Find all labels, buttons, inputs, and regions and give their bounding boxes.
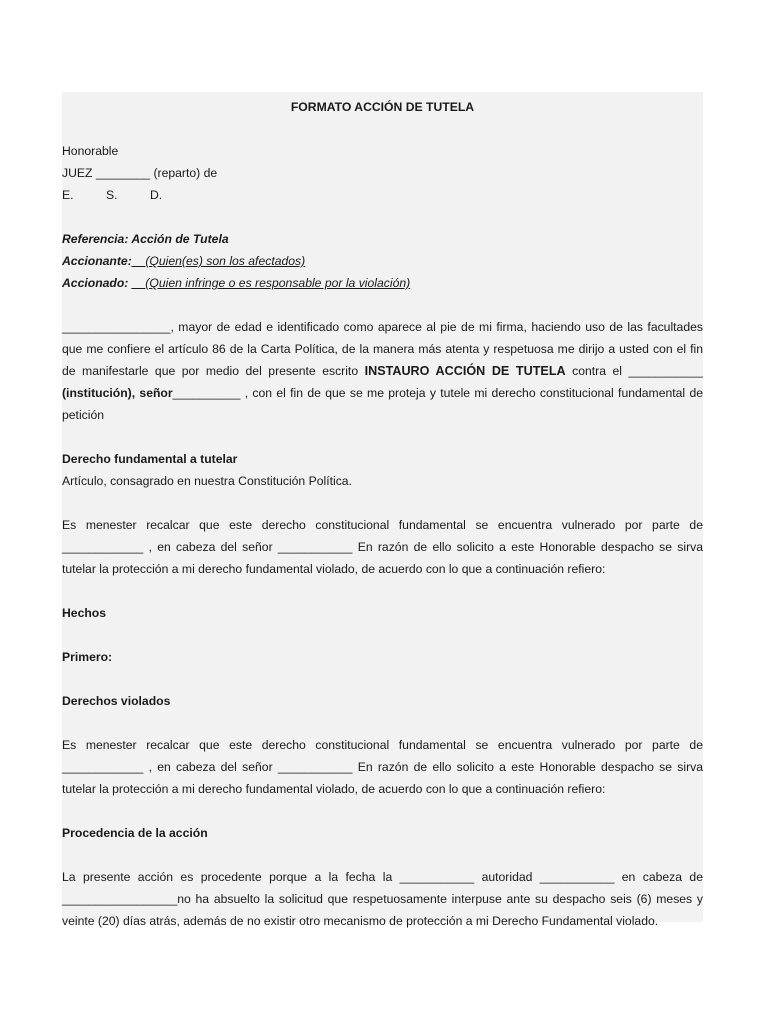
address-e: E.	[62, 188, 74, 202]
vulneracion-paragraph-1: Es menester recalcar que este derecho constitucional fundamental se encuentra vulnerado por parte de ____________ , en cabeza del señor ___________ En razón de ello solicito a este Honorable despacho se sirva tutelar la protección a mi derecho fundamental violado, de acuerdo con lo que a continuación refiero:	[62, 518, 703, 576]
address-s: S.	[106, 188, 118, 202]
hechos-heading: Hechos	[62, 606, 107, 620]
accionado-value: __(Quien infringe o es responsable por la violación)	[131, 276, 411, 290]
derechos-violados-heading: Derechos violados	[62, 694, 171, 708]
address-juez: JUEZ ________ (reparto) de	[62, 166, 218, 180]
accionante-value: __(Quien(es) son los afectados)	[131, 254, 306, 268]
accionado-line	[62, 272, 703, 294]
intro-paragraph	[62, 316, 703, 426]
document-page	[62, 96, 703, 932]
accionante-label: Accionante:	[62, 254, 132, 268]
derecho-text: Artículo, consagrado en nuestra Constitución Política.	[62, 474, 352, 488]
procedencia-text: La presente acción es procedente porque a la fecha la ___________ autoridad ___________ en cabeza de _________________no ha absuelto la solicitud que respetuosamente interpuse ante su despacho seis (6) meses y veinte (20) días atrás, además de no existir otro mecanismo de protección a mi Derecho Fundamental violado.	[62, 870, 703, 928]
address-honorable: Honorable	[62, 144, 119, 158]
derecho-heading: Derecho fundamental a tutelar	[62, 452, 238, 466]
intro-emphasis: INSTAURO ACCIÓN DE TUTELA	[364, 364, 566, 378]
intro-part1: ________________, mayor de edad e identificado como aparece al pie de mi firma, haciendo uso de las facultades que me confiere el artículo 86 de la Carta Política, de la manera más atenta y respetuosa me dirijo a usted con el fin de manifestarle que por medio del presente escrito	[62, 320, 703, 378]
address-esd	[62, 184, 703, 206]
vulneracion-paragraph-2: Es menester recalcar que este derecho constitucional fundamental se encuentra vulnerado por parte de ____________ , en cabeza del señor ___________ En razón de ello solicito a este Honorable despacho se sirva tutelar la protección a mi derecho fundamental violado, de acuerdo con lo que a continuación refiero:	[62, 738, 703, 796]
intro-part2: contra el ___________	[565, 364, 703, 378]
procedencia-heading: Procedencia de la acción	[62, 826, 208, 840]
primero-heading: Primero:	[62, 650, 113, 664]
intro-part3: __________ , con el fin de que se me proteja y tutele mi derecho constitucional fundamental de petición	[62, 386, 704, 422]
accionado-label: Accionado:	[62, 276, 132, 290]
address-d: D.	[150, 188, 163, 202]
reference-line: Referencia: Acción de Tutela	[62, 232, 229, 246]
intro-institution: (institución), señor	[62, 386, 173, 400]
accionante-line	[62, 250, 703, 272]
document-title: FORMATO ACCIÓN DE TUTELA	[290, 100, 475, 114]
